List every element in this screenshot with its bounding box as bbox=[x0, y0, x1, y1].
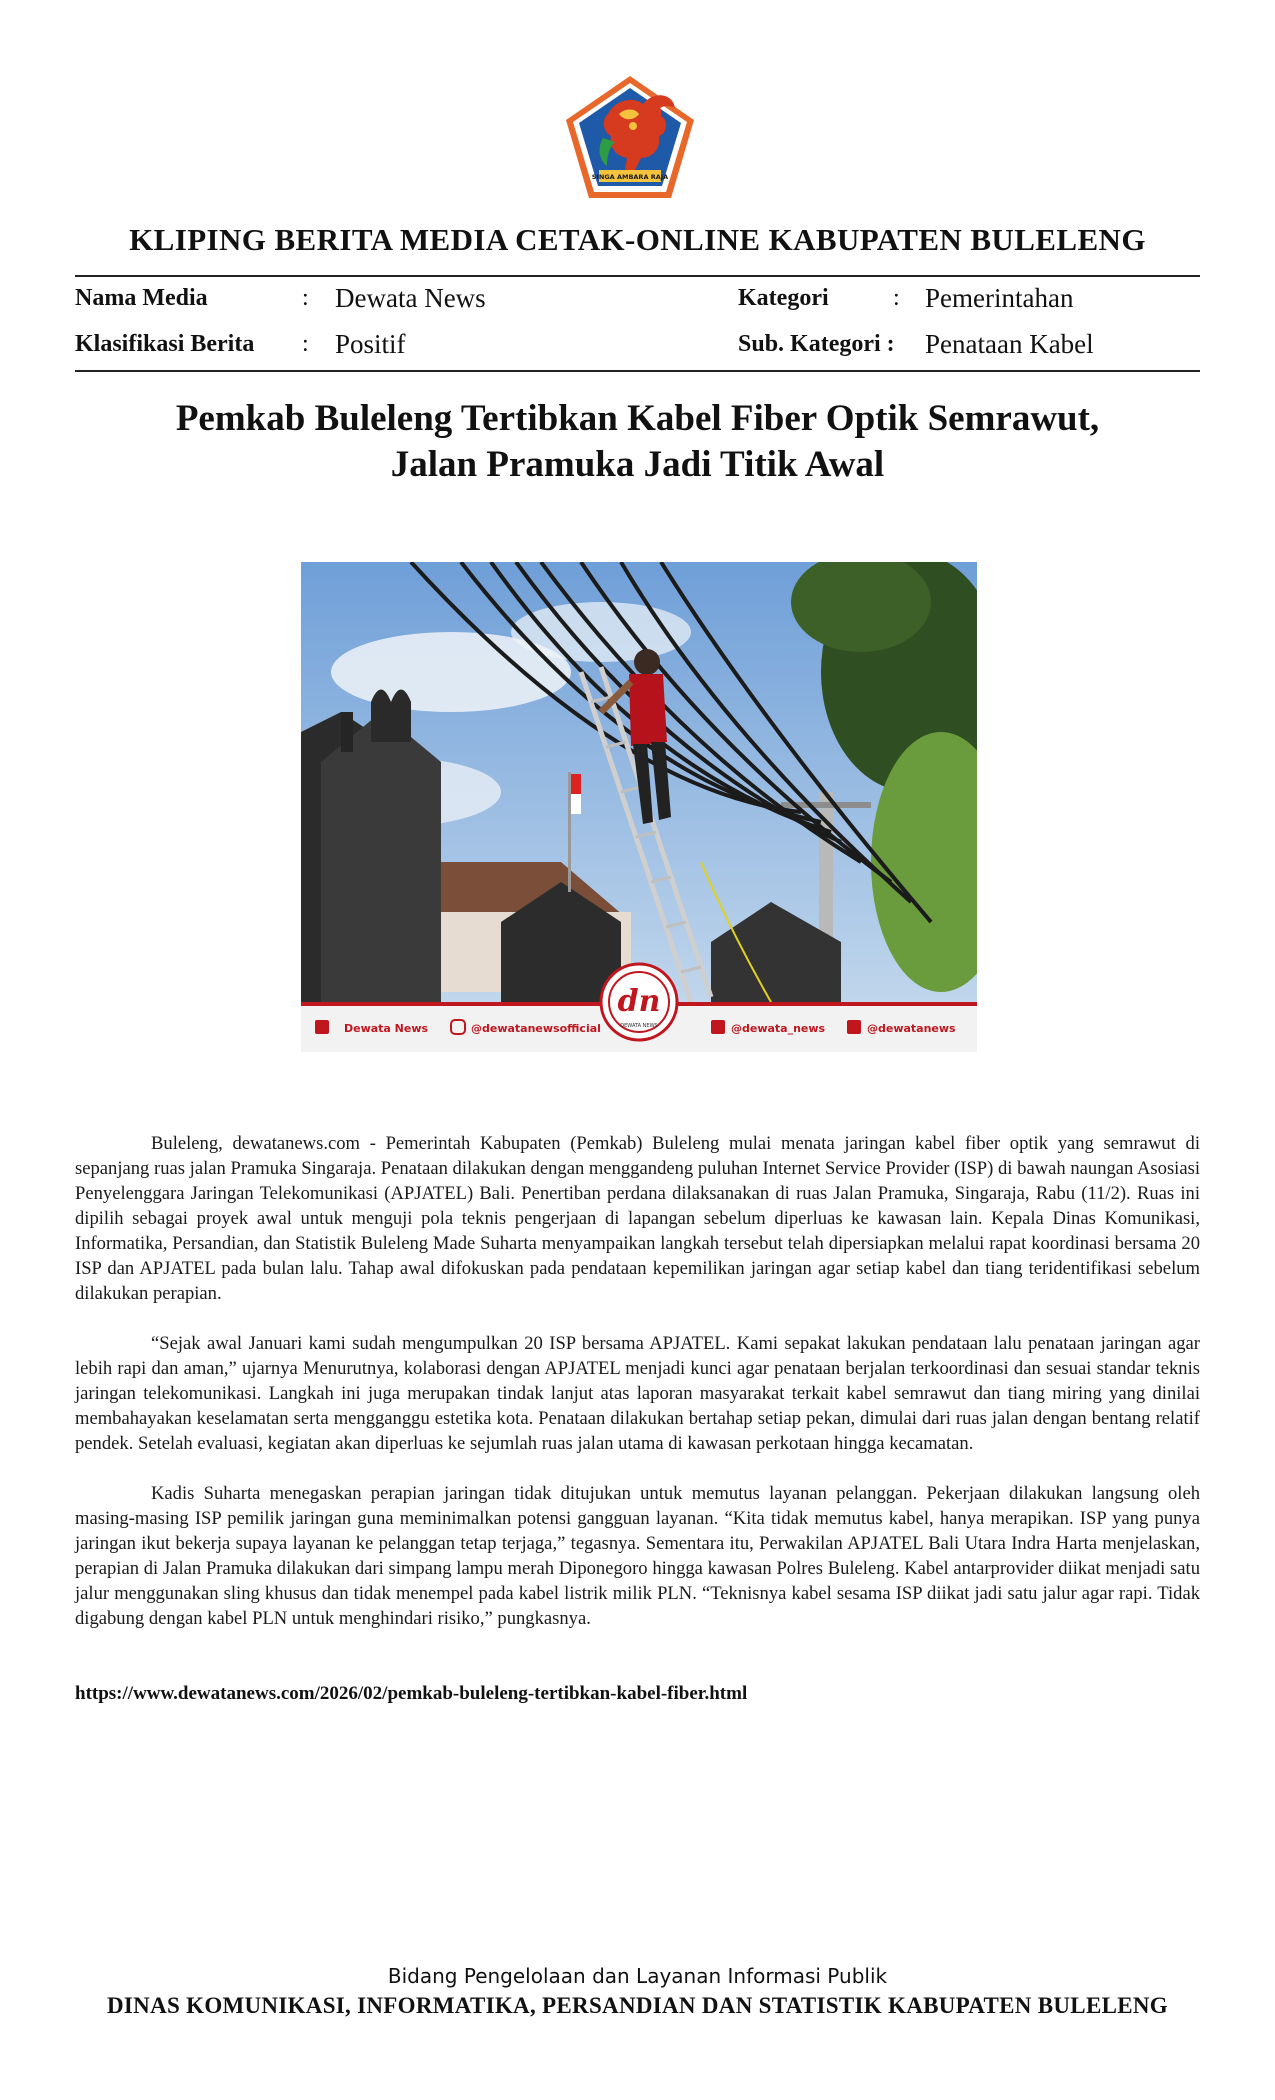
nama-media-value: Dewata News bbox=[335, 283, 486, 313]
banner-facebook: Dewata News bbox=[344, 1022, 429, 1035]
kategori-label: Kategori bbox=[738, 285, 829, 311]
document-header-title: KLIPING BERITA MEDIA CETAK-ONLINE KABUPATEN BULELENG bbox=[129, 222, 1146, 257]
article-paragraph: Kadis Suharta menegaskan perapian jaringan tidak ditujukan untuk memutus layanan pelanggan. Pekerjaan dilakukan langsung oleh masing-masing ISP pemilik jaringan guna meminimalkan potensi gangguan layanan. “Kita tidak memutus kabel, hanya merapikan. ISP yang punya jaringan ikut bekerja supaya layanan ke pelanggan tetap terjaga,” tegasnya. Sementara itu, Perwakilan APJATEL Bali Utara Indra Harta menjelaskan, perapian di Jalan Pramuka dilakukan dari simpang lampu merah Diponegoro hingga kawasan Polres Buleleng. Kabel antarprovider diikat menjadi satu jalur menggunakan sling khusus dan tidak menempel pada kabel listrik milik PLN. “Teknisnya kabel sesama ISP diikat jadi satu jalur agar rapi. Tidak digabung dengan kabel PLN untuk menghindari risiko,” pungkasnya. bbox=[75, 1483, 1200, 1629]
banner-logo: dn bbox=[617, 984, 661, 1019]
footer-agency-line: DINAS KOMUNIKASI, INFORMATIKA, PERSANDIAN DAN STATISTIK KABUPATEN BULELENG bbox=[107, 1993, 1168, 2018]
colon-separator: : bbox=[893, 285, 900, 311]
kabupaten-buleleng-emblem bbox=[563, 74, 697, 202]
banner-logo-sub: DEWATA NEWS bbox=[620, 1023, 658, 1029]
colon-separator: : bbox=[302, 285, 309, 311]
article-source-url[interactable]: https://www.dewatanews.com/2026/02/pemkab-buleleng-tertibkan-kabel-fiber.html bbox=[75, 1683, 748, 1704]
banner-tiktok: @dewatanews bbox=[867, 1022, 956, 1035]
colon-separator: : bbox=[302, 331, 309, 357]
nama-media-label: Nama Media bbox=[75, 285, 208, 311]
klasifikasi-label: Klasifikasi Berita bbox=[75, 331, 255, 357]
sub-kategori-label: Sub. Kategori : bbox=[738, 331, 895, 357]
divider-bottom bbox=[75, 370, 1200, 372]
article-title-line-1: Pemkab Buleleng Tertibkan Kabel Fiber Optik Semrawut, bbox=[175, 398, 1100, 439]
footer-department-line: Bidang Pengelolaan dan Layanan Informasi Publik bbox=[387, 1964, 888, 1988]
article-photo bbox=[301, 562, 977, 1052]
article-title-line-2: Jalan Pramuka Jadi Titik Awal bbox=[390, 444, 885, 485]
article-title bbox=[75, 396, 1200, 488]
article-paragraph: Buleleng, dewatanews.com - Pemerintah Kabupaten (Pemkab) Buleleng mulai menata jaringan kabel fiber optik yang semrawut di sepanjang ruas jalan Pramuka Singaraja. Penataan dilakukan dengan menggandeng puluhan Internet Service Provider (ISP) di bawah naungan Asosiasi Penyelenggara Jaringan Telekomunikasi (APJATEL) Bali. Penertiban perdana dilaksanakan di ruas Jalan Pramuka, Singaraja, Rabu (11/2). Ruas ini dipilih sebagai proyek awal untuk menguji pola teknis pengerjaan di lapangan sebelum diperluas ke kawasan lain. Kepala Dinas Komunikasi, Informatika, Persandian, dan Statistik Buleleng Made Suharta menyampaikan langkah tersebut telah dipersiapkan melalui rapat koordinasi bersama 20 ISP dan APJATEL pada bulan lalu. Tahap awal difokuskan pada pendataan kepemilikan jaringan agar setiap kabel dan tiang teridentifikasi sebelum dilakukan perapian. bbox=[75, 1133, 1200, 1304]
article-body bbox=[75, 1131, 1200, 1656]
sub-kategori-value: Penataan Kabel bbox=[925, 329, 1094, 359]
banner-twitter: @dewata_news bbox=[731, 1022, 826, 1035]
article-paragraph: “Sejak awal Januari kami sudah mengumpulkan 20 ISP bersama APJATEL. Kami sepakat lakukan pendataan lalu penataan jaringan agar lebih rapi dan aman,” ujarnya Menurutnya, kolaborasi dengan APJATEL menjadi kunci agar penataan berjalan terkoordinasi dan sesuai standar teknis jaringan telekomunikasi. Langkah ini juga merupakan tindak lanjut atas laporan masyarakat terkait kabel semrawut dan tiang miring yang dinilai membahayakan keselamatan serta mengganggu estetika kota. Penataan dilakukan bertahap setiap pekan, dimulai dari ruas jalan dengan bentang relatif pendek. Setelah evaluasi, kegiatan akan diperluas ke sejumlah ruas jalan utama di kawasan perkotaan hingga kecamatan. bbox=[75, 1333, 1200, 1454]
kategori-value: Pemerintahan bbox=[925, 283, 1074, 313]
divider-top bbox=[75, 275, 1200, 277]
banner-instagram: @dewatanewsofficial bbox=[471, 1022, 601, 1035]
klasifikasi-value: Positif bbox=[335, 329, 406, 359]
emblem-motto: SINGA AMBARA RAJA bbox=[591, 173, 669, 181]
